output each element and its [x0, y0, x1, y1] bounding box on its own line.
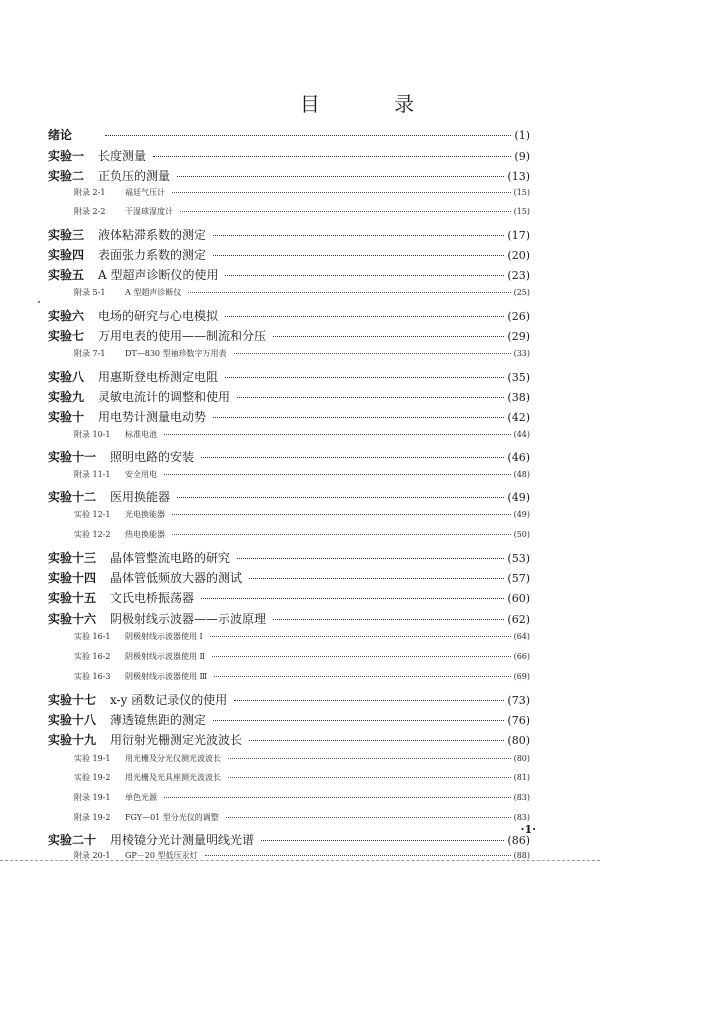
dot-leader	[213, 223, 504, 236]
toc-entry	[48, 126, 530, 143]
toc-entry-label: 实验一	[48, 149, 85, 163]
dot-leader	[237, 546, 504, 559]
toc-page-number: (15)	[513, 188, 530, 197]
toc-entry	[48, 307, 530, 324]
toc-subentry	[74, 670, 530, 682]
toc-entry-title: 长度测量	[98, 149, 147, 163]
toc-entry-label: 附录 19-1	[74, 793, 111, 802]
toc-entry-title: 用衍射光栅测定光波波长	[110, 733, 243, 747]
toc-entry-title: 用惠斯登电桥测定电阻	[98, 370, 219, 384]
toc-page-number: (81)	[513, 773, 530, 782]
toc-entry-label: 附录 19-2	[74, 813, 111, 822]
toc-entry	[48, 147, 530, 164]
toc-entry	[48, 408, 530, 425]
toc-page-number: (23)	[507, 269, 530, 282]
toc-entry-label: 实验十六	[48, 612, 97, 626]
toc-subentry	[74, 752, 530, 764]
dot-leader	[225, 304, 504, 317]
toc-entry	[48, 266, 530, 283]
toc-subentry	[74, 650, 530, 662]
dot-leader	[226, 809, 511, 818]
dot-leader	[172, 526, 511, 535]
dot-leader	[201, 445, 504, 458]
dot-leader	[205, 847, 511, 856]
toc-subentry	[74, 428, 530, 440]
toc-page-number: (86)	[507, 834, 530, 847]
toc-entry-label: 实验八	[48, 370, 85, 384]
page-title: 目 录	[299, 92, 449, 116]
toc-entry-label: 实验十五	[48, 591, 97, 605]
dot-leader	[105, 123, 511, 136]
toc-page-number: (49)	[513, 510, 530, 519]
toc-entry-label: 实验十九	[48, 733, 97, 747]
dot-leader	[234, 345, 511, 354]
toc-entry-title: 单色光源	[125, 793, 157, 802]
toc-entry-title: A 型超声诊断仪	[125, 288, 182, 297]
toc-entry-label: 实验十三	[48, 551, 97, 565]
dot-leader	[164, 466, 511, 475]
toc-entry-title: 万用电表的使用——制流和分压	[98, 329, 267, 343]
toc-page-number: (64)	[513, 632, 530, 641]
toc-page-number: (35)	[507, 371, 530, 384]
page-edge-rule	[0, 860, 600, 861]
toc-entry-label: 实验十七	[48, 693, 97, 707]
toc-entry-label: 实验三	[48, 228, 85, 242]
toc-entry-title: 表面张力系数的测定	[98, 248, 207, 262]
toc-entry	[48, 589, 530, 606]
toc-entry	[48, 226, 530, 243]
dot-leader	[164, 789, 511, 798]
toc-entry	[48, 691, 530, 708]
toc-page-number: (49)	[507, 491, 530, 504]
dot-leader	[212, 648, 511, 657]
dot-leader	[249, 566, 504, 579]
dot-leader	[213, 708, 504, 721]
toc-page-number: (73)	[507, 694, 530, 707]
toc-entry-title: 光电换能器	[125, 510, 165, 519]
toc-entry	[48, 831, 530, 848]
toc-entry	[48, 448, 530, 465]
toc-entry-label: 实验四	[48, 248, 85, 262]
toc-entry-label: 附录 20-1	[74, 851, 111, 860]
dot-leader	[225, 263, 504, 276]
toc-page-number: (13)	[507, 170, 530, 183]
toc-page-number: (9)	[514, 150, 530, 163]
dot-leader	[172, 506, 511, 515]
scan-speck	[38, 301, 40, 303]
dot-leader	[201, 586, 504, 599]
toc-entry-title: DT—830 型袖珍数字万用表	[125, 349, 227, 358]
dot-leader	[214, 668, 510, 677]
toc-page-number: (42)	[507, 411, 530, 424]
toc-page-number: (26)	[507, 310, 530, 323]
toc-entry-label: 实验 12-1	[74, 510, 111, 519]
toc-subentry	[74, 286, 530, 298]
toc-page-number: (17)	[507, 229, 530, 242]
dot-leader	[153, 144, 511, 157]
toc-entry-title: 照明电路的安装	[110, 450, 195, 464]
dot-leader	[164, 426, 511, 435]
toc-entry-title: 阴极射线示波器使用 Ⅲ	[125, 672, 208, 681]
toc-page-number: (38)	[507, 391, 530, 404]
toc-subentry	[74, 791, 530, 803]
toc-page-number: (62)	[507, 613, 530, 626]
toc-entry-label: 实验十四	[48, 571, 97, 585]
toc-entry-title: 正负压的测量	[98, 169, 171, 183]
dot-leader	[228, 750, 511, 759]
toc-entry-label: 实验十	[48, 410, 85, 424]
toc-entry-label: 实验十二	[48, 490, 97, 504]
toc-entry	[48, 711, 530, 728]
toc-entry-title: 安全用电	[125, 470, 157, 479]
toc-page-number: (46)	[507, 451, 530, 464]
dot-leader	[234, 688, 504, 701]
toc-entry	[48, 549, 530, 566]
toc-page-number: (69)	[513, 672, 530, 681]
toc-entry-title: 晶体管低频放大器的测试	[110, 571, 243, 585]
toc-entry-title: 阴极射线示波器使用 Ⅱ	[125, 652, 205, 661]
toc-subentry	[74, 205, 530, 217]
toc-entry-title: 薄透镜焦距的测定	[110, 713, 207, 727]
toc-subentry	[74, 528, 530, 540]
toc-page-number: (50)	[513, 530, 530, 539]
toc-entry-title: 灵敏电流计的调整和使用	[98, 390, 231, 404]
toc-entry-label: 实验九	[48, 390, 85, 404]
toc-page-number: (88)	[513, 851, 530, 860]
dot-leader	[177, 485, 504, 498]
toc-entry-label: 附录 2-2	[74, 207, 106, 216]
toc-subentry	[74, 811, 530, 823]
toc-page-number: (53)	[507, 552, 530, 565]
toc-entry-label: 附录 7-1	[74, 349, 106, 358]
toc-page-number: (83)	[513, 793, 530, 802]
toc-entry-title: 阴极射线示波器使用 Ⅰ	[125, 632, 203, 641]
toc-entry-title: 用棱镜分光计测量明线光谱	[110, 833, 255, 847]
toc-entry-title: x-y 函数记录仪的使用	[110, 693, 228, 707]
toc-entry-label: 附录 2-1	[74, 188, 106, 197]
toc-entry-title: 干湿球湿度计	[125, 207, 173, 216]
toc-entry-title: 文氏电桥振荡器	[110, 591, 195, 605]
toc-subentry	[74, 771, 530, 783]
dot-leader	[213, 405, 504, 418]
toc-entry-label: 实验五	[48, 268, 85, 282]
table-of-contents	[0, 118, 714, 860]
toc-page-number: (57)	[507, 572, 530, 585]
toc-entry-label: 实验二	[48, 169, 85, 183]
toc-page-number: (66)	[513, 652, 530, 661]
toc-page-number: (20)	[507, 249, 530, 262]
toc-subentry	[74, 630, 530, 642]
toc-entry	[48, 731, 530, 748]
toc-page-number: (60)	[507, 592, 530, 605]
toc-entry-title: 热电换能器	[125, 530, 165, 539]
dot-leader	[228, 769, 511, 778]
dot-leader	[180, 203, 511, 212]
toc-entry	[48, 388, 530, 405]
dot-leader	[273, 324, 504, 337]
toc-entry-title: FGY—01 型分光仪的调整	[125, 813, 219, 822]
toc-entry-label: 实验 12-2	[74, 530, 111, 539]
toc-entry-title: 用电势计测量电动势	[98, 410, 207, 424]
dot-leader	[213, 243, 504, 256]
toc-entry-label: 实验二十	[48, 833, 97, 847]
toc-subentry	[74, 508, 530, 520]
toc-entry	[48, 167, 530, 184]
toc-entry-title: 用光栅及光具座测光波波长	[125, 773, 221, 782]
toc-page-number: (80)	[513, 754, 530, 763]
toc-subentry	[74, 186, 530, 198]
toc-entry-label: 附录 11-1	[74, 470, 111, 479]
toc-entry-label: 绪论	[48, 128, 73, 142]
toc-page-number: (25)	[513, 288, 530, 297]
dot-leader	[273, 607, 504, 620]
toc-entry	[48, 610, 530, 627]
toc-entry-label: 附录 5-1	[74, 288, 106, 297]
toc-entry-title: A 型超声诊断仪的使用	[98, 268, 219, 282]
toc-page-number: (15)	[513, 207, 530, 216]
toc-entry	[48, 246, 530, 263]
toc-entry-label: 实验六	[48, 309, 85, 323]
toc-entry-label: 实验 19-1	[74, 754, 111, 763]
toc-entry-title: 阴极射线示波器——示波原理	[110, 612, 267, 626]
toc-entry-title: 液体粘滞系数的测定	[98, 228, 207, 242]
toc-page-number: (76)	[507, 714, 530, 727]
toc-entry-label: 实验 19-2	[74, 773, 111, 782]
toc-entry-label: 实验 16-3	[74, 672, 111, 681]
toc-entry-title: GP－20 型低压汞灯	[125, 851, 198, 860]
dot-leader	[210, 628, 511, 637]
toc-entry-label: 实验七	[48, 329, 85, 343]
toc-page-number: (29)	[507, 330, 530, 343]
toc-page-number: (44)	[513, 430, 530, 439]
dot-leader	[237, 385, 504, 398]
toc-entry-label: 实验十八	[48, 713, 97, 727]
toc-page-number: (80)	[507, 734, 530, 747]
toc-page-number: (48)	[513, 470, 530, 479]
toc-entry-title: 用光栅及分光仪测光波波长	[125, 754, 221, 763]
dot-leader	[225, 365, 504, 378]
toc-page-number: (33)	[513, 349, 530, 358]
toc-entry-title: 电场的研究与心电模拟	[98, 309, 219, 323]
dot-leader	[249, 728, 504, 741]
dot-leader	[172, 184, 511, 193]
toc-entry-title: 福廷气压计	[125, 188, 165, 197]
toc-page-number: (1)	[514, 129, 530, 142]
toc-entry	[48, 327, 530, 344]
toc-page-number: (83)	[513, 813, 530, 822]
toc-entry-title: 标准电池	[125, 430, 157, 439]
toc-entry-label: 实验 16-2	[74, 652, 111, 661]
toc-entry	[48, 368, 530, 385]
toc-entry	[48, 488, 530, 505]
dot-leader	[188, 284, 510, 293]
toc-entry-label: 实验十一	[48, 450, 97, 464]
toc-subentry	[74, 468, 530, 480]
dot-leader	[261, 828, 504, 841]
toc-entry-title: 医用换能器	[110, 490, 171, 504]
dot-leader	[177, 164, 504, 177]
toc-entry-label: 实验 16-1	[74, 632, 111, 641]
page-number: ·1·	[520, 823, 536, 836]
toc-entry-label: 附录 10-1	[74, 430, 111, 439]
toc-subentry	[74, 347, 530, 359]
toc-entry	[48, 569, 530, 586]
toc-entry-title: 晶体管整流电路的研究	[110, 551, 231, 565]
